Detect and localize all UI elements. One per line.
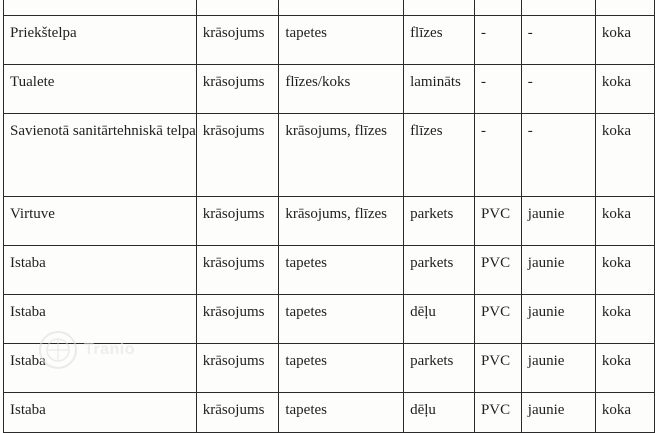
table-cell: krāsojums xyxy=(196,65,279,114)
table-cell: parkets xyxy=(404,246,475,295)
table-cell: koka xyxy=(595,197,654,246)
table-cell: PVC xyxy=(474,197,521,246)
table-cell: krāsojums xyxy=(196,114,279,197)
table-row xyxy=(4,295,655,344)
table-cell: - xyxy=(521,114,595,197)
table-cell: koka xyxy=(595,344,654,393)
room-finishes-table xyxy=(3,0,655,433)
table-cell: - xyxy=(474,65,521,114)
table-cell: tapetes xyxy=(279,295,404,344)
table-cell: tapetes xyxy=(279,16,404,65)
table-cell: dēļu xyxy=(404,393,475,433)
table-cell xyxy=(196,0,279,16)
table-cell: krāsojums xyxy=(196,246,279,295)
table-cell: PVC xyxy=(474,344,521,393)
table-cell: jaunie xyxy=(521,344,595,393)
table-cell: lamināts xyxy=(404,65,475,114)
table-cell: koka xyxy=(595,16,654,65)
table-cell: - xyxy=(521,65,595,114)
table-cell: Istaba xyxy=(4,393,197,433)
table-cell: jaunie xyxy=(521,246,595,295)
table-cell: krāsojums, flīzes xyxy=(279,114,404,197)
table-row xyxy=(4,344,655,393)
table-cell: - xyxy=(474,16,521,65)
table-cell xyxy=(279,0,404,16)
table-cell: Virtuve xyxy=(4,197,197,246)
table-cell: krāsojums xyxy=(196,295,279,344)
table-cell: flīzes xyxy=(404,16,475,65)
table-cell: PVC xyxy=(474,246,521,295)
table-cell: Istaba xyxy=(4,344,197,393)
table-row xyxy=(4,0,655,16)
table-cell: koka xyxy=(595,65,654,114)
table-cell: krāsojums xyxy=(196,393,279,433)
table-cell: koka xyxy=(595,246,654,295)
table-cell: koka xyxy=(595,295,654,344)
table-cell: krāsojums, flīzes xyxy=(279,197,404,246)
table-cell: jaunie xyxy=(521,295,595,344)
table-cell: koka xyxy=(595,114,654,197)
table-row xyxy=(4,246,655,295)
table-row xyxy=(4,65,655,114)
table-cell: jaunie xyxy=(521,197,595,246)
table-cell: dēļu xyxy=(404,295,475,344)
table-cell xyxy=(4,0,197,16)
table-cell: krāsojums xyxy=(196,16,279,65)
table-cell: - xyxy=(521,16,595,65)
table-cell: parkets xyxy=(404,344,475,393)
table-cell xyxy=(404,0,475,16)
table-cell: parkets xyxy=(404,197,475,246)
table-cell: PVC xyxy=(474,393,521,433)
table-cell: tapetes xyxy=(279,393,404,433)
table-cell xyxy=(595,0,654,16)
table-cell: flīzes xyxy=(404,114,475,197)
table-cell: Priekštelpa xyxy=(4,16,197,65)
table-cell: tapetes xyxy=(279,246,404,295)
table-cell: krāsojums xyxy=(196,197,279,246)
table-cell: flīzes/koks xyxy=(279,65,404,114)
table-cell: tapetes xyxy=(279,344,404,393)
table-row xyxy=(4,114,655,197)
table-cell xyxy=(521,0,595,16)
table-body xyxy=(4,0,655,433)
table-cell: Istaba xyxy=(4,295,197,344)
table-cell: Savienotā sanitārtehniskā telpa xyxy=(4,114,197,197)
table-row xyxy=(4,16,655,65)
table-cell: - xyxy=(474,114,521,197)
table-cell: Istaba xyxy=(4,246,197,295)
table-cell: Tualete xyxy=(4,65,197,114)
watermark-text: Tranio xyxy=(84,341,136,358)
table-cell xyxy=(474,0,521,16)
table-row xyxy=(4,197,655,246)
table-row xyxy=(4,393,655,433)
table-cell: PVC xyxy=(474,295,521,344)
table-cell: jaunie xyxy=(521,393,595,433)
table-cell: koka xyxy=(595,393,654,433)
table-cell: krāsojums xyxy=(196,344,279,393)
